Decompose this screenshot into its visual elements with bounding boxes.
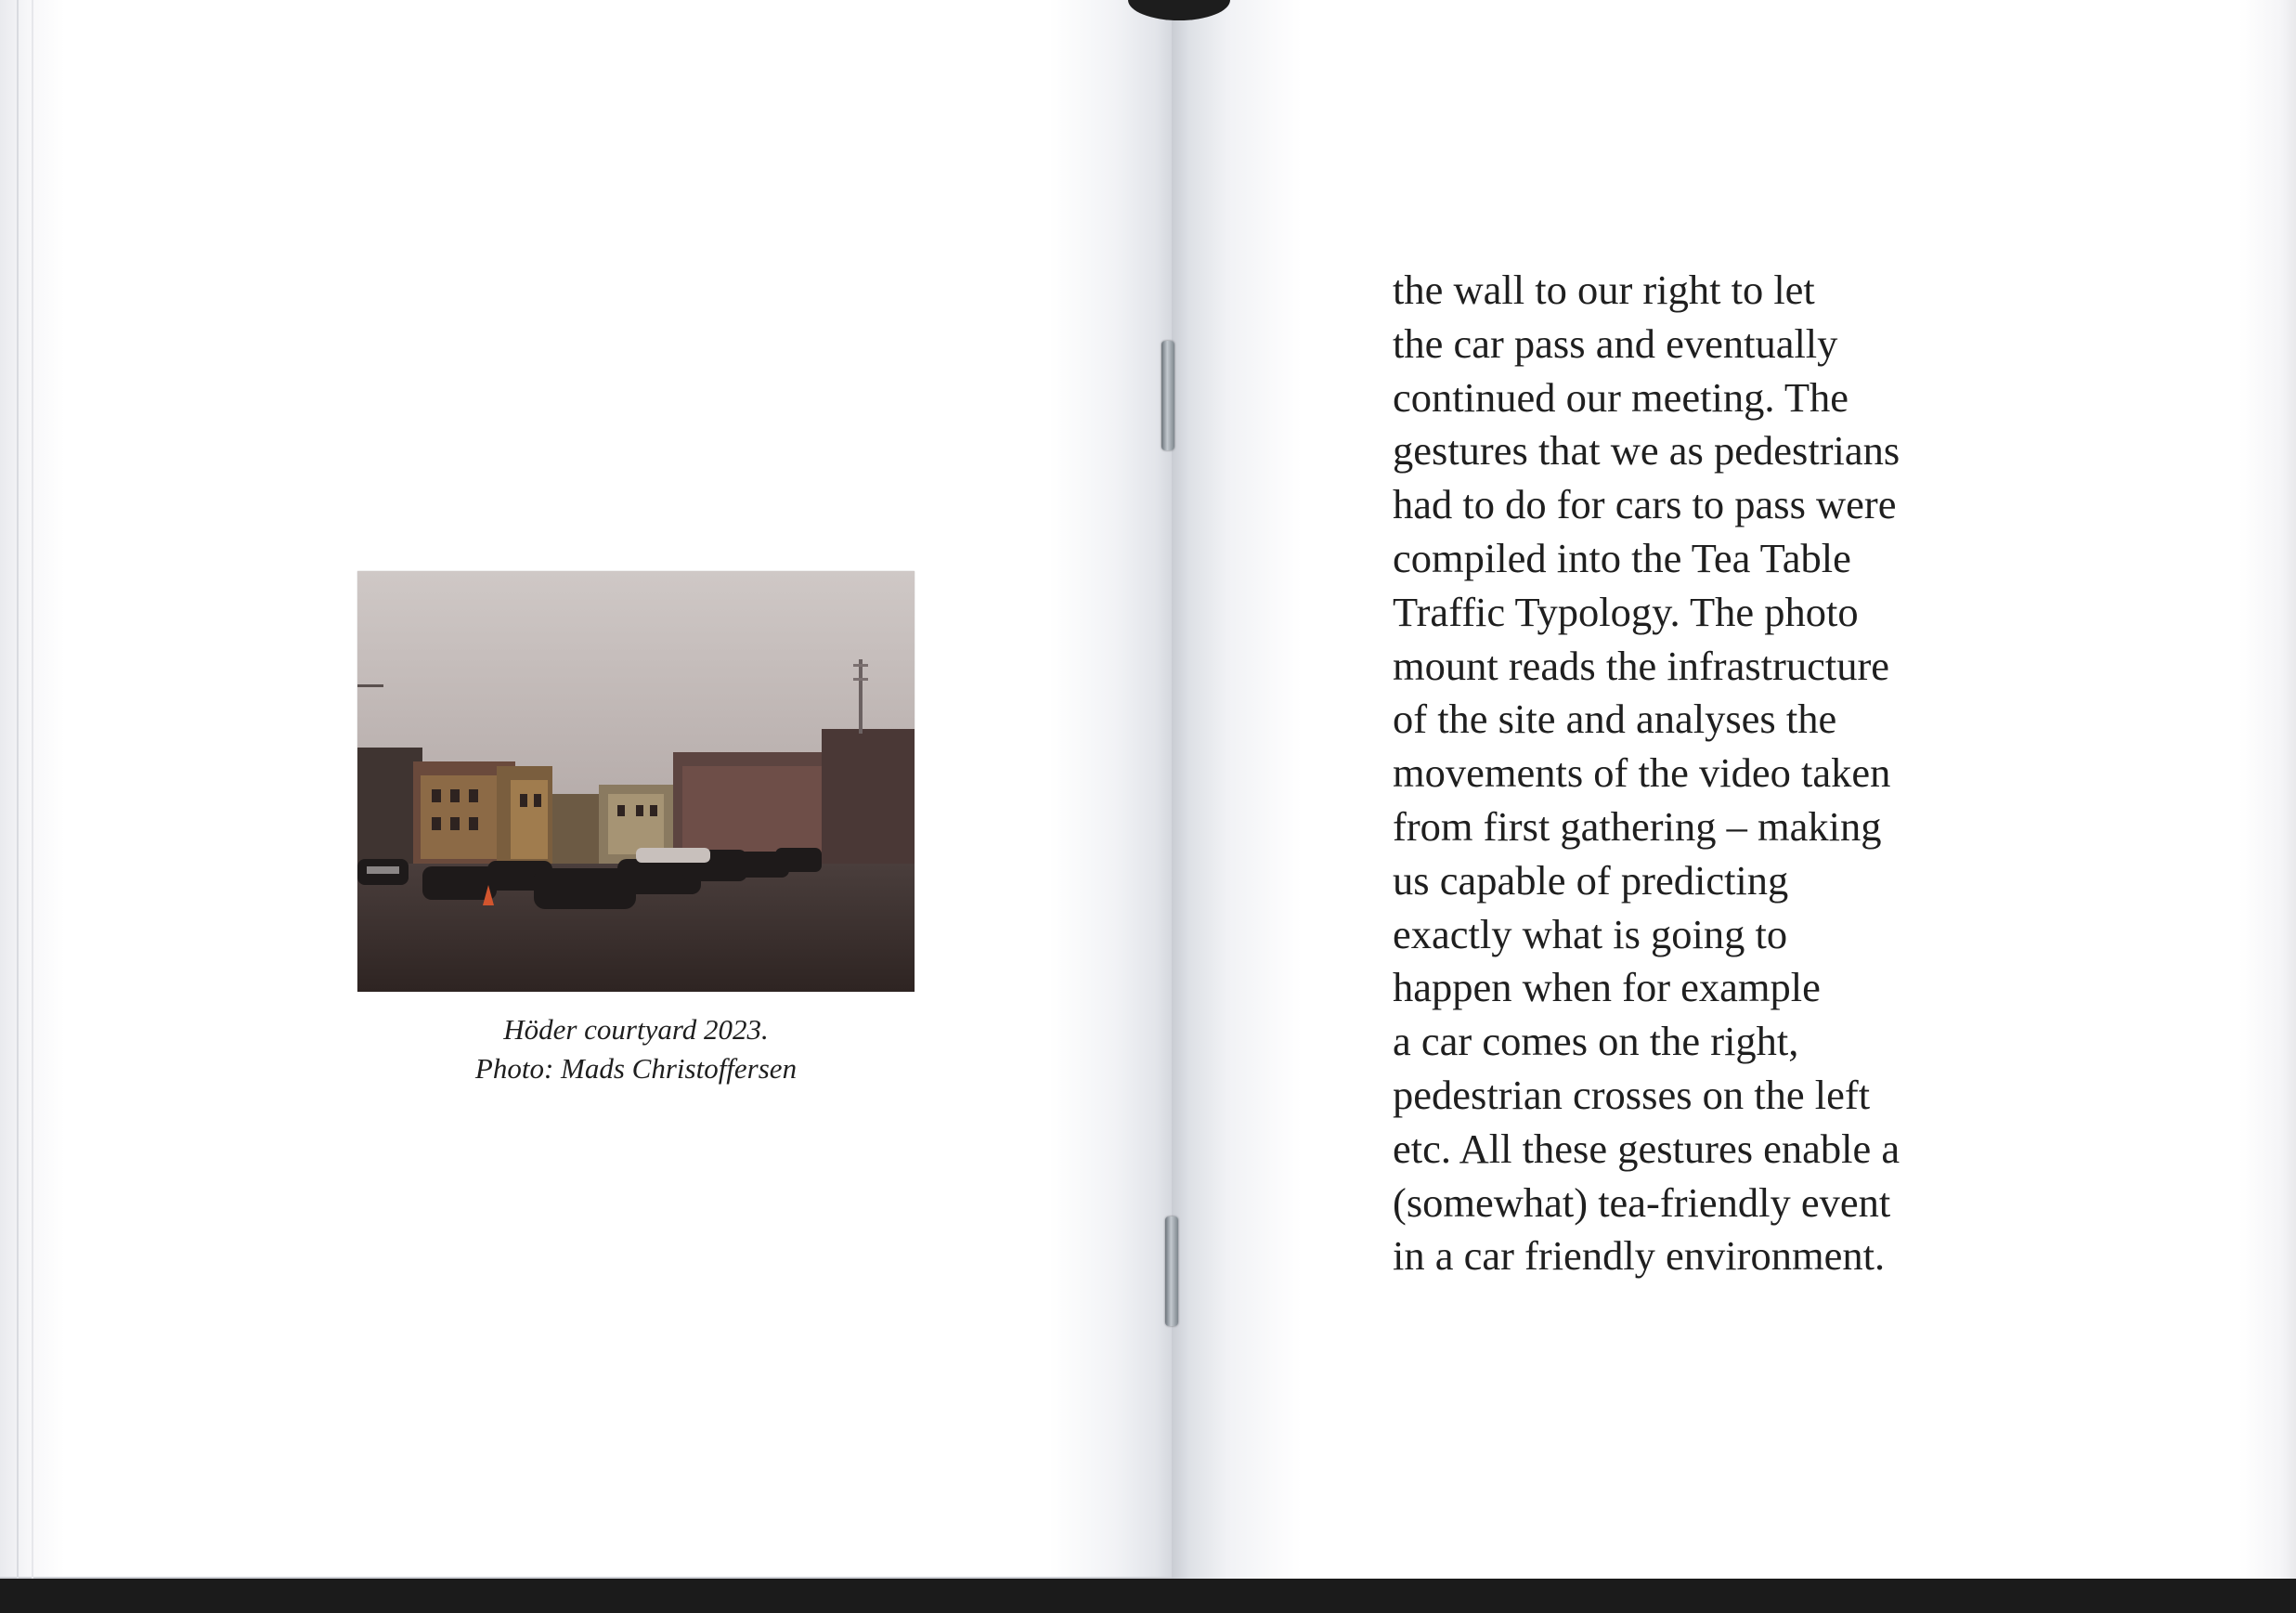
text-line: movements of the video taken — [1393, 749, 1891, 797]
text-line: pedestrian crosses on the left — [1393, 1071, 1871, 1118]
text-line: the car pass and eventually — [1393, 319, 1838, 367]
text-line: in a car friendly environment. — [1393, 1232, 1886, 1280]
text-line: the wall to our right to let — [1393, 267, 1815, 313]
text-line: had to do for cars to pass were — [1393, 481, 1897, 528]
text-line: (somewhat) tea-friendly event — [1393, 1178, 1891, 1226]
text-line: exactly what is going to — [1393, 910, 1788, 957]
page-stack-edge — [17, 0, 33, 1579]
staple-top — [1161, 341, 1174, 450]
caption-line-credit: Photo: Mads Christoffersen — [474, 1052, 798, 1085]
text-line: gestures that we as pedestrians — [1393, 427, 1900, 475]
text-line: us capable of predicting — [1393, 856, 1789, 904]
text-line: from first gathering – making — [1393, 802, 1882, 850]
text-line: of the site and analyses the — [1393, 696, 1837, 743]
text-line: Traffic Typology. The photo — [1393, 588, 1859, 635]
text-line: happen when for example — [1393, 964, 1821, 1011]
text-line: continued our meeting. The — [1393, 373, 1849, 421]
caption-line-title: Höder courtyard 2023. — [503, 1013, 769, 1046]
text-line: mount reads the infrastructure — [1393, 642, 1890, 689]
text-line: a car comes on the right, — [1393, 1018, 1799, 1065]
text-line: compiled into the Tea Table — [1393, 534, 1851, 581]
text-line: etc. All these gestures enable a — [1393, 1125, 1900, 1172]
staple-bottom — [1165, 1216, 1178, 1326]
body-paragraph — [1393, 264, 2043, 1283]
courtyard-photo — [357, 571, 915, 992]
photo-caption — [357, 1010, 915, 1088]
